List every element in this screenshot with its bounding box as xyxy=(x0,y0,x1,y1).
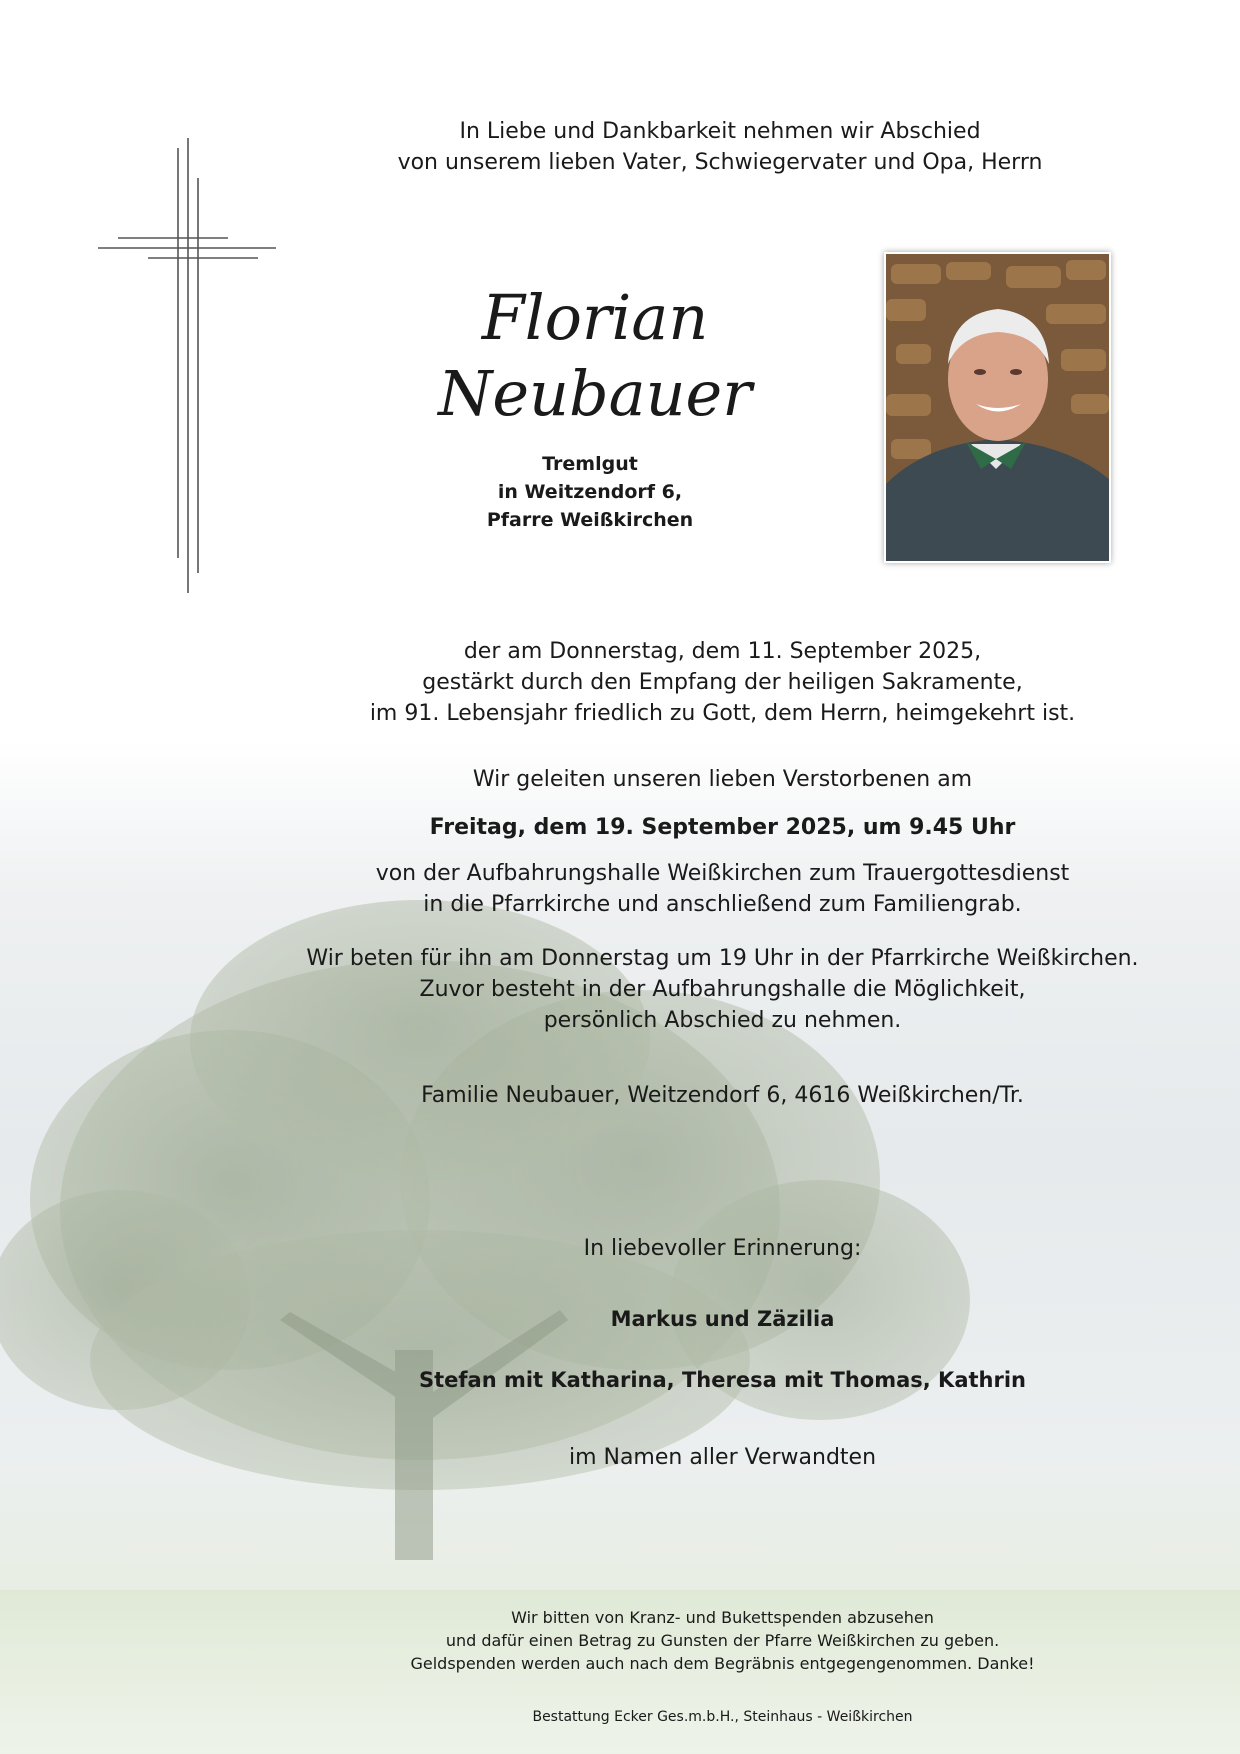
funeral-route xyxy=(300,858,1145,920)
address-line: Pfarre Weißkirchen xyxy=(486,509,694,531)
mourners-children: Markus und Zäzilia xyxy=(610,1307,835,1331)
portrait-photo xyxy=(884,252,1111,563)
intro-line: In Liebe und Dankbarkeit nehmen wir Abschied xyxy=(459,119,981,144)
intro-text xyxy=(330,116,1110,178)
last-name: Neubauer xyxy=(438,357,752,430)
route-line: von der Aufbahrungshalle Weißkirchen zum Trauergottesdienst xyxy=(375,861,1070,886)
deceased-address xyxy=(430,450,750,534)
route-line: in die Pfarrkirche und anschließend zum Familiengrab. xyxy=(423,892,1022,917)
donation-line: Geldspenden werden auch nach dem Begräbnis entgegengenommen. Danke! xyxy=(410,1654,1035,1673)
undertaker: Bestattung Ecker Ges.m.b.H., Steinhaus - Weißkirchen xyxy=(532,1709,913,1725)
donation-note xyxy=(300,1606,1145,1675)
passing-line: der am Donnerstag, dem 11. September 2025, xyxy=(463,639,982,664)
passing-line: im 91. Lebensjahr friedlich zu Gott, dem Herrn, heimgekehrt ist. xyxy=(369,701,1076,726)
family-address: Familie Neubauer, Weitzendorf 6, 4616 Weißkirchen/Tr. xyxy=(421,1083,1024,1108)
portrait-image xyxy=(886,254,1109,561)
first-name: Florian xyxy=(481,281,709,354)
prayer-paragraph xyxy=(280,943,1165,1036)
passing-line: gestärkt durch den Empfang der heiligen Sakramente, xyxy=(422,670,1023,695)
address-line: in Weitzendorf 6, xyxy=(497,481,683,503)
deceased-name xyxy=(400,280,790,432)
funeral-intro: Wir geleiten unseren lieben Verstorbenen am xyxy=(472,767,973,792)
donation-line: und dafür einen Betrag zu Gunsten der Pfarre Weißkirchen zu geben. xyxy=(445,1631,1000,1650)
intro-line: von unserem lieben Vater, Schwiegervater und Opa, Herrn xyxy=(397,150,1043,175)
funeral-date: Freitag, dem 19. September 2025, um 9.45 Uhr xyxy=(429,815,1016,840)
passing-paragraph xyxy=(300,636,1145,729)
remembrance-heading: In liebevoller Erinnerung: xyxy=(583,1236,862,1261)
address-line: Tremlgut xyxy=(542,453,638,475)
prayer-line: Zuvor besteht in der Aufbahrungshalle die Möglichkeit, xyxy=(419,977,1026,1002)
mourners-grandchildren: Stefan mit Katharina, Theresa mit Thomas, Kathrin xyxy=(419,1368,1026,1392)
mourners-relatives: im Namen aller Verwandten xyxy=(568,1445,877,1470)
prayer-line: Wir beten für ihn am Donnerstag um 19 Uhr in der Pfarrkirche Weißkirchen. xyxy=(306,946,1139,971)
donation-line: Wir bitten von Kranz- und Bukettspenden abzusehen xyxy=(511,1608,934,1627)
prayer-line: persönlich Abschied zu nehmen. xyxy=(543,1008,902,1033)
cross-icon xyxy=(98,138,278,598)
